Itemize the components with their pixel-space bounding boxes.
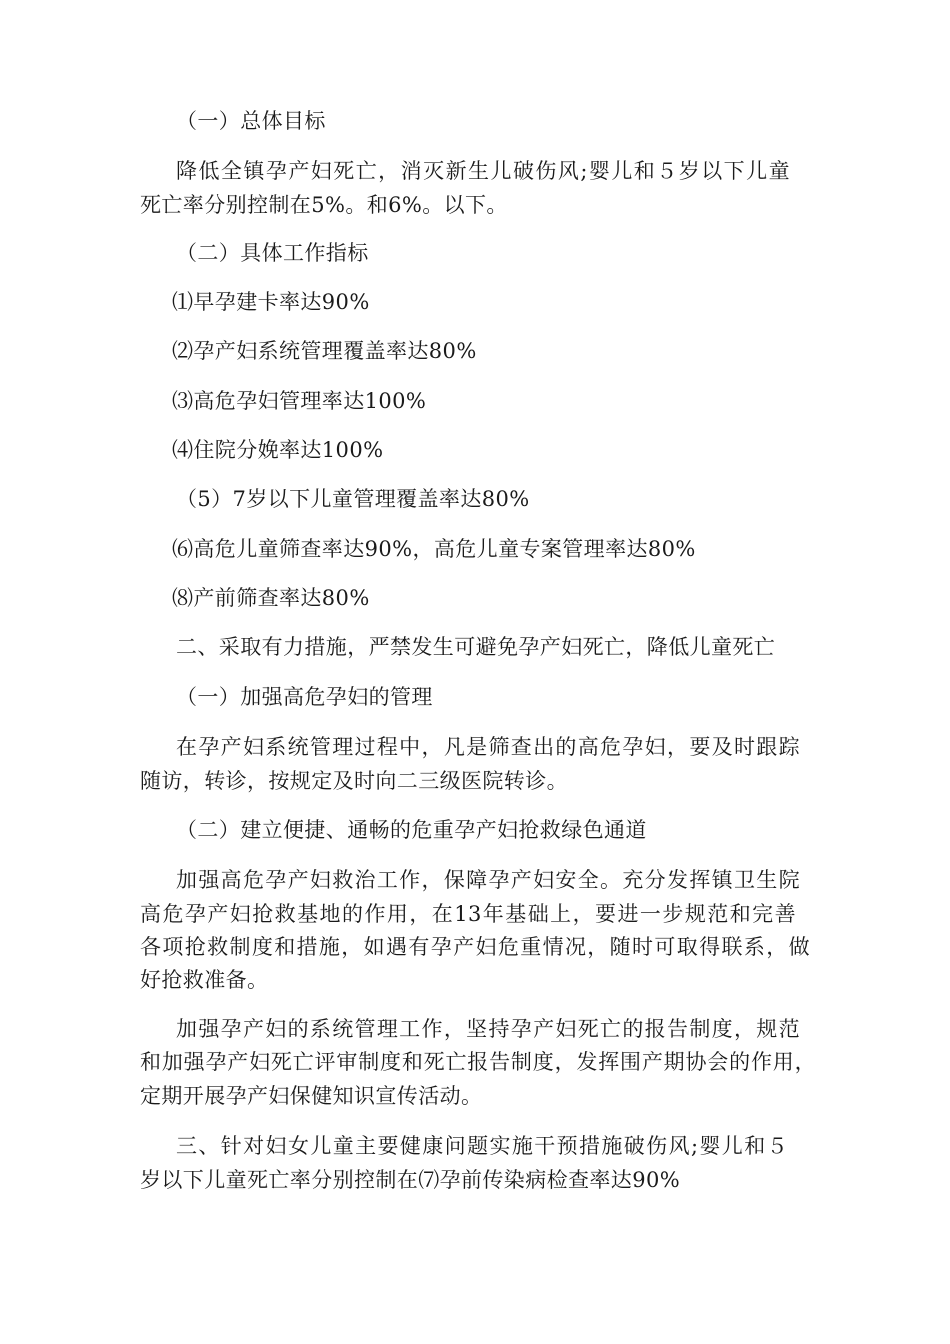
paragraph-line: 高危孕产妇抢救基地的作用，在13年基础上，要进一步规范和完善 [140,902,796,926]
indicator-item: ⑻产前筛查率达80% [172,586,370,610]
indicator-item: （5）7岁以下儿童管理覆盖率达80% [176,487,530,511]
paragraph-line: 岁以下儿童死亡率分别控制在⑺孕前传染病检查率达90% [140,1168,681,1192]
paragraph-line: 随访，转诊，按规定及时向二三级医院转诊。 [140,769,568,793]
paragraph-line: 加强孕产妇的系统管理工作，坚持孕产妇死亡的报告制度，规范 [176,1017,800,1041]
section-heading-high-risk-management: （一）加强高危孕妇的管理 [176,685,433,709]
paragraph-line: 在孕产妇系统管理过程中，凡是筛查出的高危孕妇，要及时跟踪 [176,735,800,759]
indicator-item: ⑷住院分娩率达100% [172,438,384,462]
section-heading-measures: 二、采取有力措施，严禁发生可避免孕产妇死亡，降低儿童死亡 [176,635,776,659]
indicator-item: ⑵孕产妇系统管理覆盖率达80% [172,339,477,363]
section-heading-interventions: 三、针对妇女儿童主要健康问题实施干预措施破伤风;婴儿和５ [176,1134,788,1158]
paragraph-line: 降低全镇孕产妇死亡，消灭新生儿破伤风;婴儿和５岁以下儿童 [176,159,790,183]
paragraph-line: 定期开展孕产妇保健知识宣传活动。 [140,1084,483,1108]
indicator-item: ⑴早孕建卡率达90% [172,290,370,314]
indicator-item: ⑹高危儿童筛查率达90%，高危儿童专案管理率达80% [172,537,696,561]
indicator-item: ⑶高危孕妇管理率达100% [172,389,427,413]
section-heading-specific-indicators: （二）具体工作指标 [176,241,369,265]
paragraph-line: 和加强孕产妇死亡评审制度和死亡报告制度，发挥围产期协会的作用， [140,1050,816,1074]
paragraph-line: 好抢救准备。 [140,968,269,992]
section-heading-overall-goal: （一）总体目标 [176,109,326,133]
paragraph-line: 各项抢救制度和措施，如遇有孕产妇危重情况，随时可取得联系，做 [140,935,810,959]
paragraph-line: 死亡率分别控制在5%。和6%。以下。 [140,193,508,217]
section-heading-green-channel: （二）建立便捷、通畅的危重孕产妇抢救绿色通道 [176,818,647,842]
paragraph-line: 加强高危孕产妇救治工作，保障孕产妇安全。充分发挥镇卫生院 [176,868,800,892]
